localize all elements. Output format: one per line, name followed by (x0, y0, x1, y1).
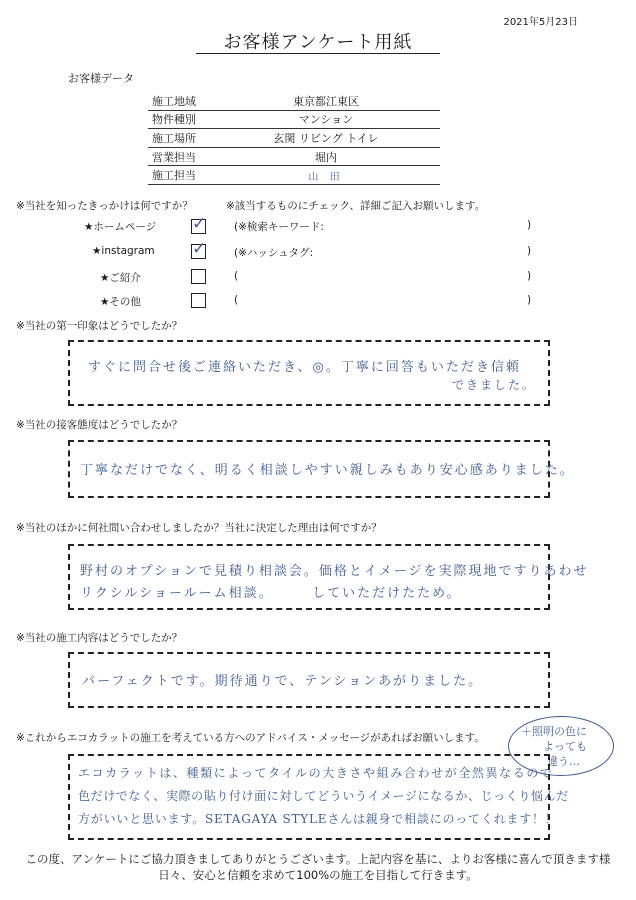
customer-data-row (148, 129, 440, 148)
answer-line: 野村のオプションで見積り相談会。価格とイメージを実際現地ですりあわせ (80, 564, 589, 579)
customer-data-value: 山 田 (272, 166, 440, 185)
source-detail-close: ) (527, 294, 532, 306)
customer-data-table (148, 92, 440, 185)
bubble-line: よっても (543, 740, 587, 753)
question-first-impression: ※当社の第一印象はどうでしたか？ (16, 320, 183, 332)
checkbox-other[interactable] (191, 293, 206, 308)
source-detail-instagram: (※ハッシュタグ: (234, 247, 314, 259)
question-source: ※当社を知ったきっかけは何ですか？ (16, 200, 193, 212)
customer-data-row (148, 110, 440, 129)
footer-line: 日々、安心と信頼を求めて100%の施工を目指して行きます。 (158, 868, 478, 882)
answer-line: 方がいいと思います。SETAGAYA STYLEさんは親身で相談にのってくれます！！ (78, 812, 558, 826)
checkbox-instagram[interactable] (191, 239, 207, 259)
answer-box-reason (68, 544, 589, 610)
answer-line: エコカラットは、種類によってタイルの大きさや組み合わせが全然異なるので (78, 766, 554, 780)
checkbox-homepage[interactable] (191, 214, 207, 234)
customer-data-row (148, 147, 440, 166)
question-source-note: ※該当するものにチェック、詳細ご記入お願いします。 (226, 200, 486, 212)
footer-message (0, 851, 636, 883)
check-icon: ✓ (192, 239, 207, 259)
source-detail-close: ) (527, 219, 532, 231)
answer-line: できました。 (452, 378, 537, 392)
answer-line: リクシルショールーム相談。 していただけたため。 (80, 586, 462, 601)
source-detail-other: ( (234, 294, 239, 306)
title-underline (196, 53, 440, 54)
question-service-attitude: ※当社の接客態度はどうでしたか？ (16, 419, 183, 431)
question-advice: ※これからエコカラットの施工を考えている方へのアドバイス・メッセージがあればお願いします。 (16, 732, 485, 744)
source-label-homepage: ★ホームページ (84, 221, 157, 233)
answer-line: 丁寧なだけでなく、明るく相談しやすい親しみもあり安心感ありました。 (80, 463, 575, 478)
question-work-quality: ※当社の施工内容はどうでしたか？ (16, 632, 183, 644)
question-reason: ※当社のほかに何社問い合わせしましたか？当社に決定した理由は何ですか？ (16, 522, 382, 534)
customer-data-label: 営業担当 (148, 147, 272, 166)
source-label-referral: ★ご紹介 (100, 272, 141, 284)
answer-box-work-quality (68, 652, 550, 708)
customer-data-heading: お客様データ (68, 72, 134, 85)
checkbox-referral[interactable] (191, 269, 206, 284)
answer-box-first-impression (68, 340, 550, 406)
customer-data-value: 堀内 (272, 147, 440, 166)
customer-data-value: 玄関 リビング トイレ (272, 129, 440, 148)
source-detail-close: ) (527, 270, 532, 282)
source-detail-close: ) (527, 245, 532, 257)
source-detail-homepage: (※検索キーワード: (234, 221, 324, 233)
customer-data-label: 施工地域 (148, 92, 272, 110)
customer-data-value: マンション (272, 110, 440, 129)
bubble-line: ＋照明の色に (521, 725, 587, 738)
customer-data-row (148, 166, 440, 185)
customer-data-label: 物件種別 (148, 110, 272, 129)
customer-data-label: 施工担当 (148, 166, 272, 185)
customer-data-value: 東京都江東区 (272, 92, 440, 110)
answer-line: すぐに問合せ後ご連絡いただき、◎。丁寧に回答もいただき信頼 (88, 360, 521, 375)
source-label-other: ★その他 (100, 296, 141, 308)
answer-line: パーフェクトです。期待通りで、テンションあがりました。 (82, 674, 484, 689)
source-label-instagram: ★instagram (92, 245, 155, 257)
customer-data-row (148, 92, 440, 110)
bubble-line: 違う… (547, 755, 580, 768)
footer-line: この度、アンケートにご協力頂きましてありがとうございます。上記内容を基に、よりお客様に喜んで頂きます様 (25, 852, 611, 866)
survey-date: 2021年5月23日 (503, 17, 578, 28)
answer-line: 色だけでなく、実際の貼り付け面に対してどういうイメージになるか、じっくり悩んだ (78, 789, 569, 803)
answer-box-service-attitude (68, 440, 575, 498)
check-icon: ✓ (192, 214, 207, 234)
page-title: お客様アンケート用紙 (223, 32, 413, 53)
customer-data-label: 施工場所 (148, 129, 272, 148)
source-detail-referral: ( (234, 270, 239, 282)
